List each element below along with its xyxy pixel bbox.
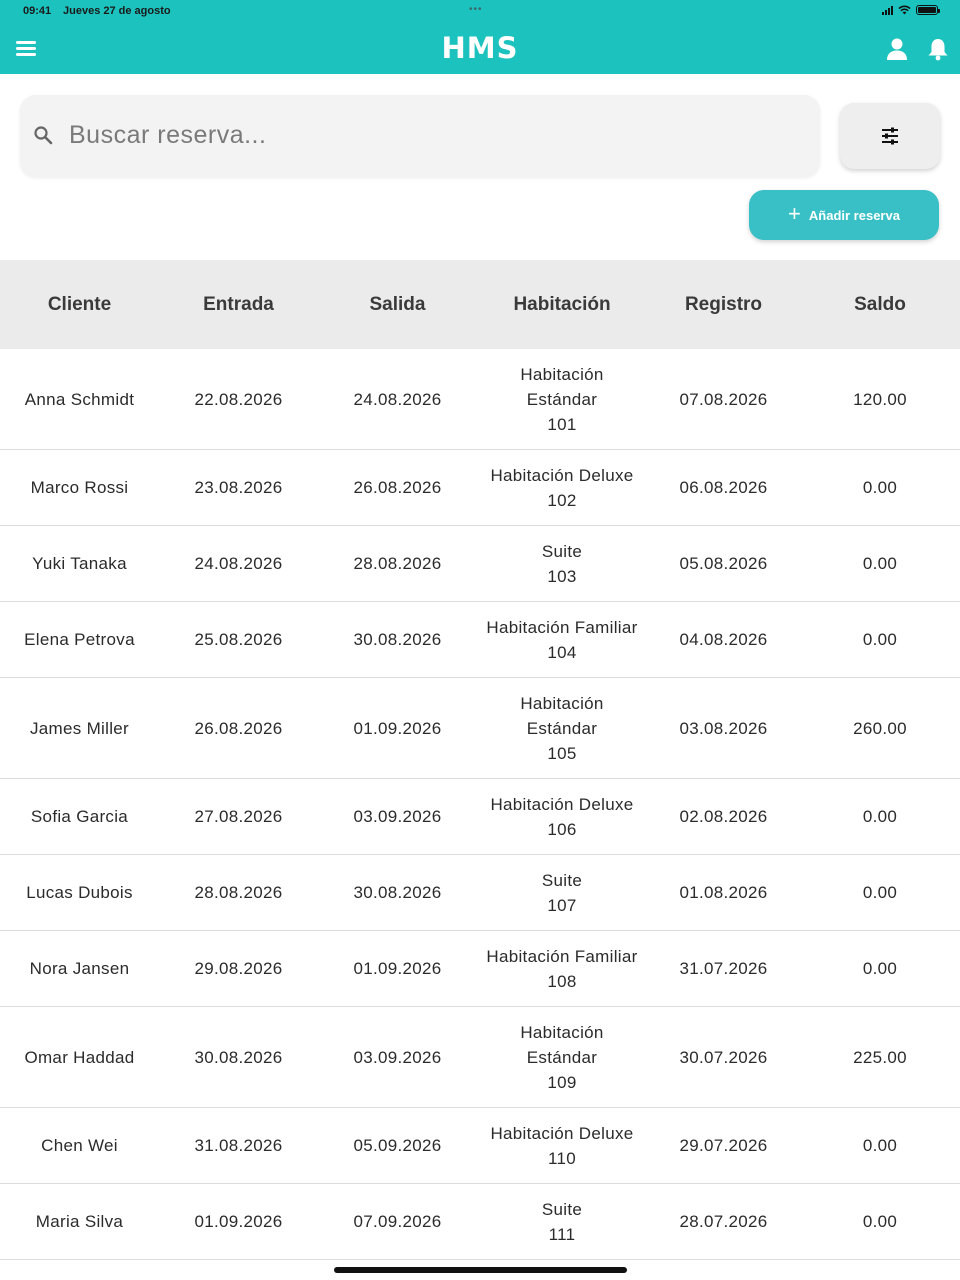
cell-checkin: 25.08.2026	[194, 630, 283, 649]
room-line: 110	[547, 1148, 576, 1168]
cell-client: Lucas Dubois	[26, 883, 133, 902]
battery-icon	[916, 5, 938, 15]
table-row[interactable]	[0, 349, 960, 450]
room-line: 109	[547, 1072, 577, 1092]
cell-balance: 0.00	[862, 807, 898, 826]
room-line: Habitación Deluxe	[490, 465, 634, 485]
cell-checkout: 24.08.2026	[353, 389, 442, 409]
cell-checkout: 01.09.2026	[353, 959, 442, 978]
app-logo: HMS	[441, 31, 519, 65]
cell-balance: 0.00	[862, 554, 898, 573]
cell-client: Maria Silva	[35, 1212, 124, 1231]
table-row[interactable]	[0, 450, 960, 526]
room-line: Estándar	[526, 718, 598, 738]
filter-sliders-icon	[880, 126, 900, 146]
cell-registered: 28.07.2026	[679, 1212, 768, 1231]
column-header-checkin[interactable]: Entrada	[203, 293, 274, 315]
room-line: 103	[547, 566, 577, 586]
room-line: 106	[547, 819, 577, 839]
room-line: Habitación Familiar	[486, 946, 638, 966]
cell-client: Yuki Tanaka	[32, 554, 127, 573]
cell-client: Omar Haddad	[24, 1047, 135, 1067]
cell-client: Anna Schmidt	[24, 389, 135, 409]
room-line: Suite	[541, 1199, 583, 1219]
cell-registered: 29.07.2026	[679, 1136, 768, 1155]
status-icons	[882, 5, 938, 15]
cell-balance: 0.00	[862, 1136, 898, 1155]
status-bar	[0, 0, 960, 22]
table-row[interactable]	[0, 1184, 960, 1260]
table-header-row	[0, 260, 960, 349]
cell-client: Elena Petrova	[24, 630, 135, 649]
cell-room	[477, 944, 647, 994]
cell-room	[477, 539, 647, 589]
cell-client: James Miller	[29, 718, 129, 738]
cell-room	[477, 1020, 647, 1095]
status-time: 09:41	[23, 5, 52, 17]
cell-balance: 0.00	[862, 630, 898, 649]
room-line: Habitación	[520, 1022, 604, 1042]
table-row[interactable]	[0, 526, 960, 602]
add-reservation-button[interactable]	[749, 190, 939, 240]
cell-checkin: 30.08.2026	[194, 1047, 283, 1067]
multitasking-dots[interactable]: •••	[469, 4, 483, 15]
cell-checkin: 29.08.2026	[194, 959, 283, 978]
cell-checkin: 23.08.2026	[194, 478, 283, 497]
cell-balance: 0.00	[862, 478, 898, 497]
cell-client: Chen Wei	[41, 1136, 118, 1155]
filter-button[interactable]	[840, 103, 940, 169]
cell-checkout: 30.08.2026	[353, 630, 442, 649]
cell-checkin: 28.08.2026	[194, 883, 283, 902]
cell-checkin: 24.08.2026	[194, 554, 283, 573]
room-line: Estándar	[526, 389, 598, 409]
cell-registered: 30.07.2026	[679, 1047, 768, 1067]
room-line: Habitación Familiar	[486, 617, 638, 637]
cell-room	[477, 691, 647, 766]
room-line: Habitación Deluxe	[490, 1123, 634, 1143]
table-row[interactable]	[0, 1007, 960, 1108]
table-row[interactable]	[0, 931, 960, 1007]
table-row[interactable]	[0, 602, 960, 678]
cell-checkin: 26.08.2026	[194, 718, 283, 738]
cell-room	[477, 1197, 647, 1247]
cell-client: Sofia Garcia	[30, 807, 129, 826]
cell-room	[477, 463, 647, 513]
column-header-balance[interactable]: Saldo	[854, 293, 906, 315]
table-row[interactable]	[0, 678, 960, 779]
wifi-icon	[898, 5, 911, 15]
plus-icon: +	[788, 201, 801, 226]
table-row[interactable]	[0, 1108, 960, 1184]
add-reservation-label: Añadir reserva	[808, 207, 900, 223]
cell-balance: 260.00	[853, 718, 907, 738]
table-row[interactable]	[0, 779, 960, 855]
cell-client: Nora Jansen	[29, 959, 130, 978]
cell-checkout: 26.08.2026	[353, 478, 442, 497]
cell-checkin: 01.09.2026	[194, 1212, 283, 1231]
cell-room	[477, 792, 647, 842]
reservations-table	[0, 260, 960, 1260]
room-line: 104	[547, 642, 577, 662]
room-line: Habitación	[520, 693, 604, 713]
cell-room	[477, 362, 647, 437]
cell-balance: 0.00	[862, 959, 898, 978]
cell-balance: 120.00	[853, 389, 907, 409]
room-line: Habitación	[520, 364, 604, 384]
app-header	[0, 0, 960, 74]
cell-room	[477, 1121, 647, 1171]
column-header-checkout[interactable]: Salida	[369, 293, 426, 315]
column-header-client[interactable]: Cliente	[47, 293, 112, 315]
cell-checkin: 31.08.2026	[194, 1136, 283, 1155]
cell-checkout: 01.09.2026	[353, 718, 442, 738]
user-icon[interactable]	[884, 36, 910, 62]
cell-registered: 04.08.2026	[679, 630, 768, 649]
cell-checkout: 28.08.2026	[353, 554, 442, 573]
column-header-registered[interactable]: Registro	[684, 293, 763, 315]
cell-registered: 03.08.2026	[679, 718, 768, 738]
cell-checkout: 30.08.2026	[353, 883, 442, 902]
cell-registered: 06.08.2026	[679, 478, 768, 497]
search-input[interactable]	[20, 95, 820, 177]
cell-registered: 02.08.2026	[679, 807, 768, 826]
room-line: 111	[548, 1224, 576, 1244]
cell-registered: 01.08.2026	[679, 883, 768, 902]
cell-balance: 0.00	[862, 1212, 898, 1231]
cell-checkout: 05.09.2026	[353, 1136, 442, 1155]
cell-registered: 05.08.2026	[679, 554, 768, 573]
room-line: 102	[547, 490, 577, 510]
cell-checkout: 03.09.2026	[353, 807, 442, 826]
status-date: Jueves 27 de agosto	[63, 5, 171, 17]
search-icon	[33, 125, 53, 145]
room-line: Estándar	[526, 1047, 598, 1067]
table-row[interactable]	[0, 855, 960, 931]
cell-room	[477, 615, 647, 665]
table-body	[0, 349, 960, 1260]
bell-icon[interactable]	[925, 36, 951, 62]
search-placeholder: Buscar reserva...	[69, 121, 267, 149]
cell-room	[477, 868, 647, 918]
column-header-room[interactable]: Habitación	[513, 293, 611, 315]
cell-registered: 07.08.2026	[679, 389, 768, 409]
room-line: 101	[547, 414, 577, 434]
cell-checkin: 27.08.2026	[194, 807, 283, 826]
cell-checkout: 07.09.2026	[353, 1212, 442, 1231]
room-line: Suite	[541, 541, 583, 561]
room-line: Habitación Deluxe	[490, 794, 634, 814]
cell-checkout: 03.09.2026	[353, 1047, 442, 1067]
room-line: 107	[547, 895, 577, 915]
room-line: 105	[547, 743, 577, 763]
home-indicator	[334, 1267, 627, 1273]
room-line: 108	[547, 971, 577, 991]
cell-registered: 31.07.2026	[679, 959, 768, 978]
room-line: Suite	[541, 870, 583, 890]
cell-checkin: 22.08.2026	[194, 389, 283, 409]
cell-balance: 0.00	[862, 883, 898, 902]
signal-icon	[882, 6, 893, 15]
cell-balance: 225.00	[853, 1047, 907, 1067]
cell-client: Marco Rossi	[30, 478, 129, 497]
